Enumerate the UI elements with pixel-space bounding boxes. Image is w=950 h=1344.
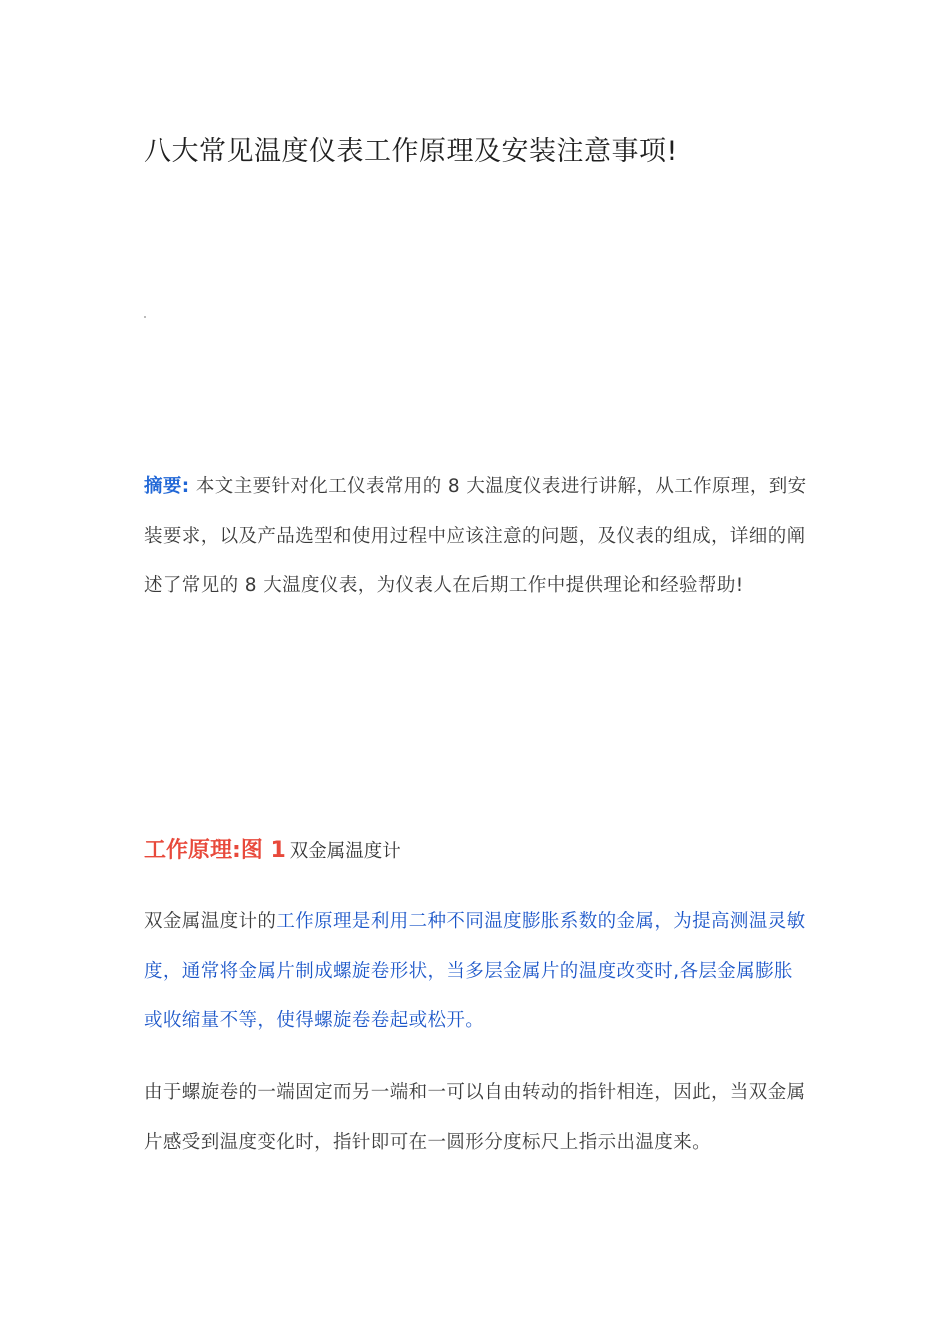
summary-label: 摘要: [144, 476, 190, 497]
section-label: 工作原理:图 1 [144, 838, 286, 863]
image-placeholder-dot [144, 316, 146, 318]
principle-lead: 双金属温度计的 [144, 911, 277, 932]
section-heading [144, 832, 401, 871]
principle-highlight: 工作原理是利用二种不同温度膨胀系数的金属，为提高测温灵敏度，通常将金属片制成螺旋卷形状，当多层金属片的温度改变时,各层金属膨胀或收缩量不等，使得螺旋卷卷起或松开。 [144, 911, 806, 1031]
principle-paragraph [144, 897, 810, 1046]
followup-paragraph: 由于螺旋卷的一端固定而另一端和一可以自由转动的指针相连，因此，当双金属片感受到温度变化时，指针即可在一圆形分度标尺上指示出温度来。 [144, 1082, 806, 1153]
section-subtitle: 双金属温度计 [289, 841, 401, 862]
document-title: 八大常见温度仪表工作原理及安装注意事项! [144, 136, 678, 167]
summary-paragraph [144, 462, 810, 611]
summary-text: 本文主要针对化工仪表常用的 8 大温度仪表进行讲解，从工作原理，到安装要求，以及产品选型和使用过程中应该注意的问题，及仪表的组成，详细的阐述了常见的 8 大温度仪表，为仪表人在后期工作中提供理论和经验帮助! [144, 476, 807, 596]
